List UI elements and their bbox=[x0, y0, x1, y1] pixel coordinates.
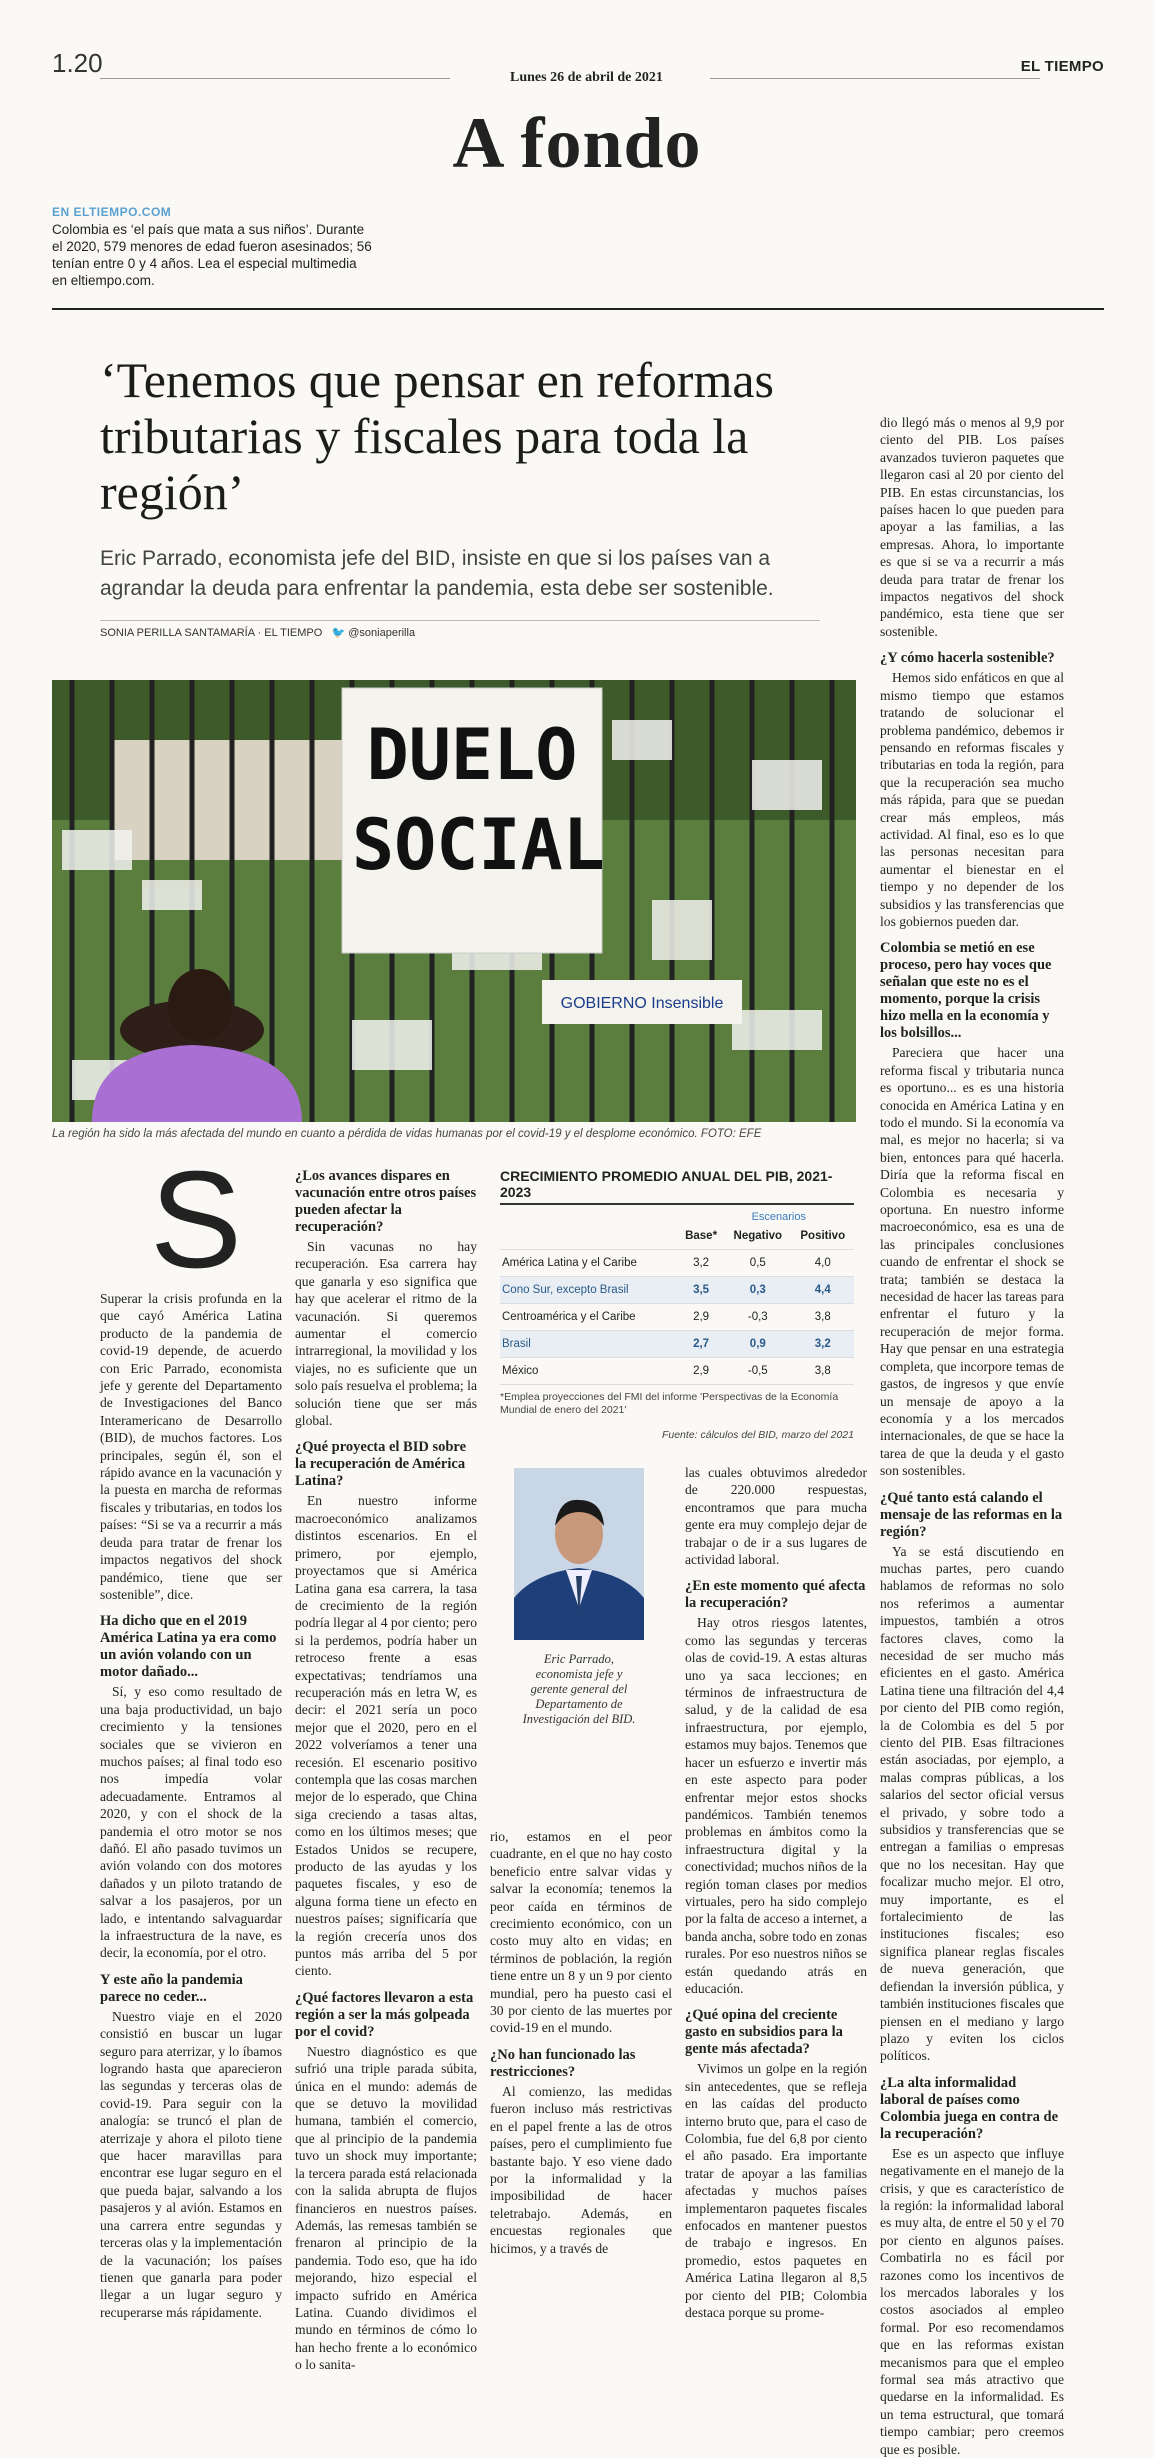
headline: ‘Tenemos que pensar en reformas tributarias y fiscales para toda la región’ bbox=[100, 352, 774, 520]
article-column-1 bbox=[100, 1290, 282, 2321]
table-cell-base: 2,9 bbox=[693, 1311, 710, 1323]
question: ¿La alta informalidad laboral de países como Colombia juega en contra de la recuperación? bbox=[880, 2074, 1059, 2142]
table-cell-region: Brasil bbox=[502, 1338, 531, 1350]
table-footnote: *Emplea proyecciones del FMI del informe 'Perspectivas de la Economía Mundial de enero del 2021' bbox=[500, 1391, 839, 1416]
data-table bbox=[500, 1223, 854, 1385]
paragraph: Ya se está discutiendo en muchas partes, pero cuando hablamos de reformas no solo nos referimos a aumentar impuestos, también a otros factores claves, como la necesidad de ser mucho más eficientes en el gasto. América Latina tiene una filtración del 4,4 por ciento del PIB como región, la de Colombia es del 5 por ciento del PIB. Esas filtraciones están asociadas, por ejemplo, a malas compras públicas, a los salarios del sector oficial versus el privado, y sobre todo a subsidios y transferencias que se entregan a familias o empresas que no los necesitan. Hay que focalizar mucho mejor. El otro, muy importante, es el fortalecimiento de las instituciones fiscales; eso significa planear reglas fiscales de nueva generación, que defiendan la inversión pública, y también instituciones fiscales que piensen en el mediano y largo plazo y eviten los ciclos políticos. bbox=[880, 1543, 1064, 2064]
table-cell-negativo: 0,9 bbox=[749, 1338, 766, 1350]
table-source: Fuente: cálculos del BID, marzo del 2021 bbox=[661, 1429, 854, 1441]
photo-sign-text: DUELO SOCIAL bbox=[352, 714, 605, 886]
paragraph: Al comienzo, las medidas fueron incluso más restrictivas en el papel frente a las de otros países, pero el cumplimiento fue bastante bajo. Y eso viene dado por la informalidad y la imposibilidad de hacer teletrabajo. Además, en encuestas regionales que hicimos, y a través de bbox=[490, 2083, 672, 2256]
paragraph: Vivimos un golpe en la región sin antecedentes, que se refleja en las caídas del producto interno bruto que, para el caso de Colombia, fue del 6,8 por ciento el año pasado. Era importante tratar de apoyar a las familias afectadas y muchos países implementaron paquetes fiscales enfocados en mantener puestos de trabajo e ingresos. En promedio, estos paquetes en América Latina llegaron al 8,5 por ciento del PIB; Colombia destaca porque su prome- bbox=[685, 2061, 867, 2321]
paragraph: Hay otros riesgos latentes, como las segundas y terceras olas de covid-19. A estas alturas uno ya saca lecciones; en términos de infraestructura de salud, y de la calidad de esa infraestructura, por ejemplo, estamos muy bajos. Tenemos que hacer un esfuerzo e invertir más en este aspecto para poder enfrentar mejor estos shocks pandémicos. También tenemos problemas en ámbitos como la infraestructura digital y la conectividad; muchos niños de la región toman clases por medios virtuales, pero ha sido complejo por la falta de acceso a internet, a banda ancha, sobre todo en zonas rurales. Por eso nuestros niños se están quedando atrás en educación. bbox=[685, 1615, 867, 1996]
header-divider-right bbox=[710, 78, 1040, 79]
table-cell-negativo: -0,3 bbox=[747, 1311, 768, 1323]
portrait-caption: Eric Parrado, economista jefe y gerente general del Departamento de Investigación del BID. bbox=[522, 1652, 636, 1726]
section-rule bbox=[52, 308, 1104, 310]
table-cell-base: 2,7 bbox=[693, 1338, 710, 1350]
question: ¿Qué factores llevaron a esta región a ser la más golpeada por el covid? bbox=[295, 1989, 474, 2040]
table-row bbox=[500, 1358, 854, 1385]
table-body bbox=[500, 1250, 854, 1385]
paragraph: Sí, y eso como resultado de una baja productividad, un bajo crecimiento y la tensiones sociales que se vivieron en muchos países; al final todo eso nos impedía volar adecuadamente. Entramos al 2020, y con el shock de la pandemia el otro motor se nos dañó. El año pasado tuvimos un avión volando con dos motores dañados y un piloto tratando de salvar a los pasajeros, por un lado, e intentando salvaguardar la infraestructura de la nave, es decir, la economía, por el otro. bbox=[100, 1684, 282, 1961]
byline-rule bbox=[100, 620, 820, 621]
header-divider-left bbox=[100, 78, 450, 79]
table-column-header: Positivo bbox=[800, 1230, 846, 1242]
table-cell-positivo: 4,4 bbox=[814, 1284, 831, 1296]
question: ¿Qué tanto está calando el mensaje de las reformas en la región? bbox=[880, 1489, 1063, 1540]
article-column-2 bbox=[295, 1168, 477, 2374]
table-row bbox=[500, 1250, 854, 1277]
section-title: A fondo bbox=[452, 103, 702, 183]
portrait-photo bbox=[514, 1468, 644, 1640]
table-cell-positivo: 3,2 bbox=[814, 1338, 831, 1350]
question: Y este año la pandemia parece no ceder... bbox=[100, 1971, 243, 2005]
lede: Eric Parrado, economista jefe del BID, insiste en que si los países van a agrandar la deuda para enfrentar la pandemia, esta debe ser sostenible. bbox=[100, 547, 774, 600]
table-column-header: Base* bbox=[685, 1230, 718, 1242]
scenarios-header: Escenarios bbox=[751, 1211, 806, 1223]
question: ¿No han funcionado las restricciones? bbox=[490, 2046, 636, 2080]
question: ¿Qué proyecta el BID sobre la recuperación de América Latina? bbox=[295, 1439, 467, 1490]
paragraph: Pareciera que hacer una reforma fiscal y tributaria nunca es oportuno... es es una historia conocida en América Latina y en todo el mundo. Si la economía va mal, es mejor no hacerla; si va bien, entonces para qué hacerla. Diría que la reforma fiscal en Colombia es necesaria y oportuna. En nuestro informe macroeconómico, esa es una de las principales conclusiones cuando de enfrentar el shock se trata; también se destaca la necesidad de hacer las tareas para enfrentar el futuro y la recuperación de mejor forma. Hay que pensar en una estrategia completa, que incorpore temas de gastos, de ingresos y que envíe un mensaje de apoyo a la economía y a los mercados internacionales, de que se hace la tarea de que la deuda y el gasto son sostenibles. bbox=[880, 1045, 1064, 1479]
question: Colombia se metió en ese proceso, pero hay voces que señalan que este no es el momento, porque la crisis hizo mella en la economía y los bolsillos... bbox=[880, 940, 1052, 1042]
promo-link[interactable]: EN ELTIEMPO.COM bbox=[52, 205, 172, 219]
paragraph: dio llegó más o menos al 9,9 por ciento del PIB. Los países avanzados tuvieron paquetes que llegaron casi al 20 por ciento del PIB. En estas circunstancias, los países hacen lo que pueden para apoyar a las familias, a las empresas. Ahora, lo importante es que si se va a recurrir a más deuda para tratar de frenar los impactos negativos del shock pandémico, esta tiene que ser sostenible. bbox=[880, 415, 1064, 639]
table-cell-positivo: 3,8 bbox=[814, 1365, 831, 1377]
main-photo bbox=[52, 680, 856, 1122]
table-cell-negativo: 0,3 bbox=[749, 1284, 766, 1296]
promo-text: Colombia es ‘el país que mata a sus niños’. Durante el 2020, 579 menores de edad fueron asesinados; 56 tenían entre 0 y 4 años. Lea el especial multimedia en eltiempo.com. bbox=[52, 222, 372, 288]
paragraph: rio, estamos en el peor cuadrante, en el que no hay costo beneficio entre salvar vidas y salvar la economía; tenemos la peor caída en términos de crecimiento económico, con un costo muy alto en vidas; en términos de población, la región tiene entre un 8 y un 9 por ciento mundial, pero ha puesto casi el 30 por ciento de las muertes por covid-19 en el mundo. bbox=[490, 1829, 672, 2036]
twitter-handle[interactable]: @soniaperilla bbox=[348, 627, 416, 639]
article-column-5 bbox=[880, 414, 1064, 2458]
table-cell-base: 3,5 bbox=[693, 1284, 710, 1296]
question: ¿Qué opina del creciente gasto en subsidios para la gente más afectada? bbox=[685, 2007, 843, 2058]
table-row bbox=[500, 1331, 854, 1358]
paragraph: Nuestro diagnóstico es que sufrió una triple parada súbita, única en el mundo: además de que se detuvo la movilidad humana, también el comercio, que al principio de la pandemia tuvo un shock muy importante; la tercera parada está relacionada con la salida abrupta de flujos financieros en nuestros países. Además, las remesas también se frenaron al principio de la pandemia. Todo eso, que ha ido mejorando, hizo especial el impacto sufrido en América Latina. Cuando dividimos el mundo en términos de cómo lo han hecho frente a lo económico o lo sanita- bbox=[295, 2043, 477, 2373]
paragraph: Hemos sido enfáticos en que al mismo tiempo que estamos tratando de solucionar el problema pandémico, debemos ir pensando en reformas fiscales y tributarias en toda la región, para que la recuperación sea mucho más rápida, para que se puedan crear más empleos, más actividad. Al final, eso es lo que las personas necesitan para aumentar el bienestar en el tiempo y no depender de los subsidios y las transferencias que los gobiernos pueden dar. bbox=[880, 670, 1064, 929]
chart-title: CRECIMIENTO PROMEDIO ANUAL DEL PIB, 2021-2023 bbox=[500, 1168, 854, 1205]
table-column-header: Negativo bbox=[733, 1230, 783, 1242]
paragraph: Sin vacunas no hay recuperación. Esa carrera hay que ganarla y eso significa que hay que acelerar el ritmo de la vacunación. Si queremos aumentar el comercio intrarregional, la movilidad y los viajes, no es suficiente que un solo país resuelva el problema; la solución tiene que ser más global. bbox=[295, 1239, 477, 1429]
paragraph: En nuestro informe macroeconómico analizamos distintos escenarios. En el primero, por ejemplo, proyectamos que si América Latina gana esa carrera, la tasa de crecimiento de la región podría llegar al 4 por ciento; pero si la perdemos, podría haber un retroceso frente a esas expectativas; tendríamos una recuperación más en letra W, es decir: el 2021 sería un poco mejor que el 2020, pero en el 2022 volveríamos a tener una recesión. El escenario positivo contempla que las cosas marchen mejor de lo esperado, que China siga creciendo a tasas altas, como en los últimos meses; que Estados Unidos se recupere, producto de las ayudas y los paquetes fiscales, y eso de alguna forma tiene un efecto en nuestros países; significaría que la región crecería unos dos puntos más arriba del 5 por ciento. bbox=[295, 1493, 477, 1979]
table-cell-base: 3,2 bbox=[693, 1257, 710, 1269]
paragraph: las cuales obtuvimos alrededor de 220.000 respuestas, encontramos que para mucha gente era muy complejo dejar de trabajar o de ir a sus lugares de actividad laboral. bbox=[685, 1465, 867, 1568]
question: Ha dicho que en el 2019 América Latina ya era como un avión volando con un motor dañado... bbox=[100, 1613, 277, 1681]
question: ¿Los avances dispares en vacunación entre otros países pueden afectar la recuperación? bbox=[295, 1168, 477, 1235]
newspaper-logo: EL TIEMPO bbox=[1020, 58, 1104, 75]
table-cell-region: Centroamérica y el Caribe bbox=[502, 1311, 636, 1323]
gdp-growth-table bbox=[500, 1168, 854, 1441]
table-column-header bbox=[500, 1223, 678, 1250]
issue-date: Lunes 26 de abril de 2021 bbox=[510, 70, 663, 85]
table-cell-positivo: 3,8 bbox=[814, 1311, 831, 1323]
twitter-icon: 🐦 bbox=[331, 627, 346, 639]
article-column-3 bbox=[490, 1828, 672, 2257]
table-cell-negativo: -0,5 bbox=[747, 1365, 768, 1377]
table-row bbox=[500, 1277, 854, 1304]
table-row bbox=[500, 1304, 854, 1331]
table-header-row bbox=[500, 1223, 854, 1250]
table-cell-base: 2,9 bbox=[693, 1365, 710, 1377]
paragraph: Nuestro viaje en el 2020 consistió en buscar un lugar seguro para aterrizar, y lo íbamos logrando hasta que aparecieron las segundas y terceras olas de covid-19. Para seguir con la analogía: se truncó el plan de aterrizaje y ahora el piloto tiene que hacer maravillas para encontrar ese lugar seguro en el que pueda bajar, salvando a los pasajeros y al avión. Estamos en una carrera entre segundas y terceras olas y la implementación de la vacunación; los países tienen que ganarla para poder llegar a un lugar seguro y recuperarse más rápidamente. bbox=[100, 2008, 282, 2320]
promo-box bbox=[52, 204, 372, 289]
table-cell-region: Cono Sur, excepto Brasil bbox=[502, 1284, 629, 1296]
table-cell-positivo: 4,0 bbox=[814, 1257, 831, 1269]
drop-cap: S bbox=[150, 1143, 243, 1297]
article-column-4 bbox=[685, 1464, 867, 2321]
question: ¿En este momento qué afecta la recuperación? bbox=[685, 1578, 866, 1612]
table-cell-region: México bbox=[502, 1365, 539, 1377]
paragraph: Superar la crisis profunda en la que cayó América Latina producto de la pandemia de covid-19 depende, de acuerdo con Eric Parrado, economista jefe y gerente del Departamento de Investigaciones del Banco Interamericano de Desarrollo (BID), de muchos factores. Los principales, según él, son el rápido avance en la vacunación y la puesta en marcha de reformas fiscales y tributarias, en todos los países: “Si se va a recurrir a más deuda para tratar de frenar los impactos negativos del shock pandémico, tiene que ser sostenible”, dice. bbox=[100, 1291, 282, 1602]
table-cell-region: América Latina y el Caribe bbox=[502, 1257, 637, 1269]
svg-text:GOBIERNO Insensible: GOBIERNO Insensible bbox=[560, 995, 724, 1012]
page-number: 1.20 bbox=[52, 48, 103, 78]
table-cell-negativo: 0,5 bbox=[749, 1257, 766, 1269]
paragraph: Ese es un aspecto que influye negativamente en el manejo de la crisis, y que es característico de la región: la informalidad laboral es muy alta, de entre el 50 y el 70 por ciento en algunos países. Combatirla no es fácil por razones como los incentivos de los mercados laborales y los costos asociados al empleo formal. Por eso recomendamos que en las reformas existan mecanismos para que el empleo formal sea más atractivo que quedarse en la informalidad. Es un tema estructural, que tomará tiempo cambiar; pero creemos que es posible. bbox=[880, 2145, 1064, 2457]
author: SONIA PERILLA SANTAMARÍA · EL TIEMPO bbox=[100, 627, 323, 639]
photo-caption: La región ha sido la más afectada del mundo en cuanto a pérdida de vidas humanas por el covid-19 y el desplome económico. FOTO: EFE bbox=[52, 1128, 762, 1140]
question: ¿Y cómo hacerla sostenible? bbox=[880, 650, 1055, 667]
byline bbox=[100, 626, 415, 639]
